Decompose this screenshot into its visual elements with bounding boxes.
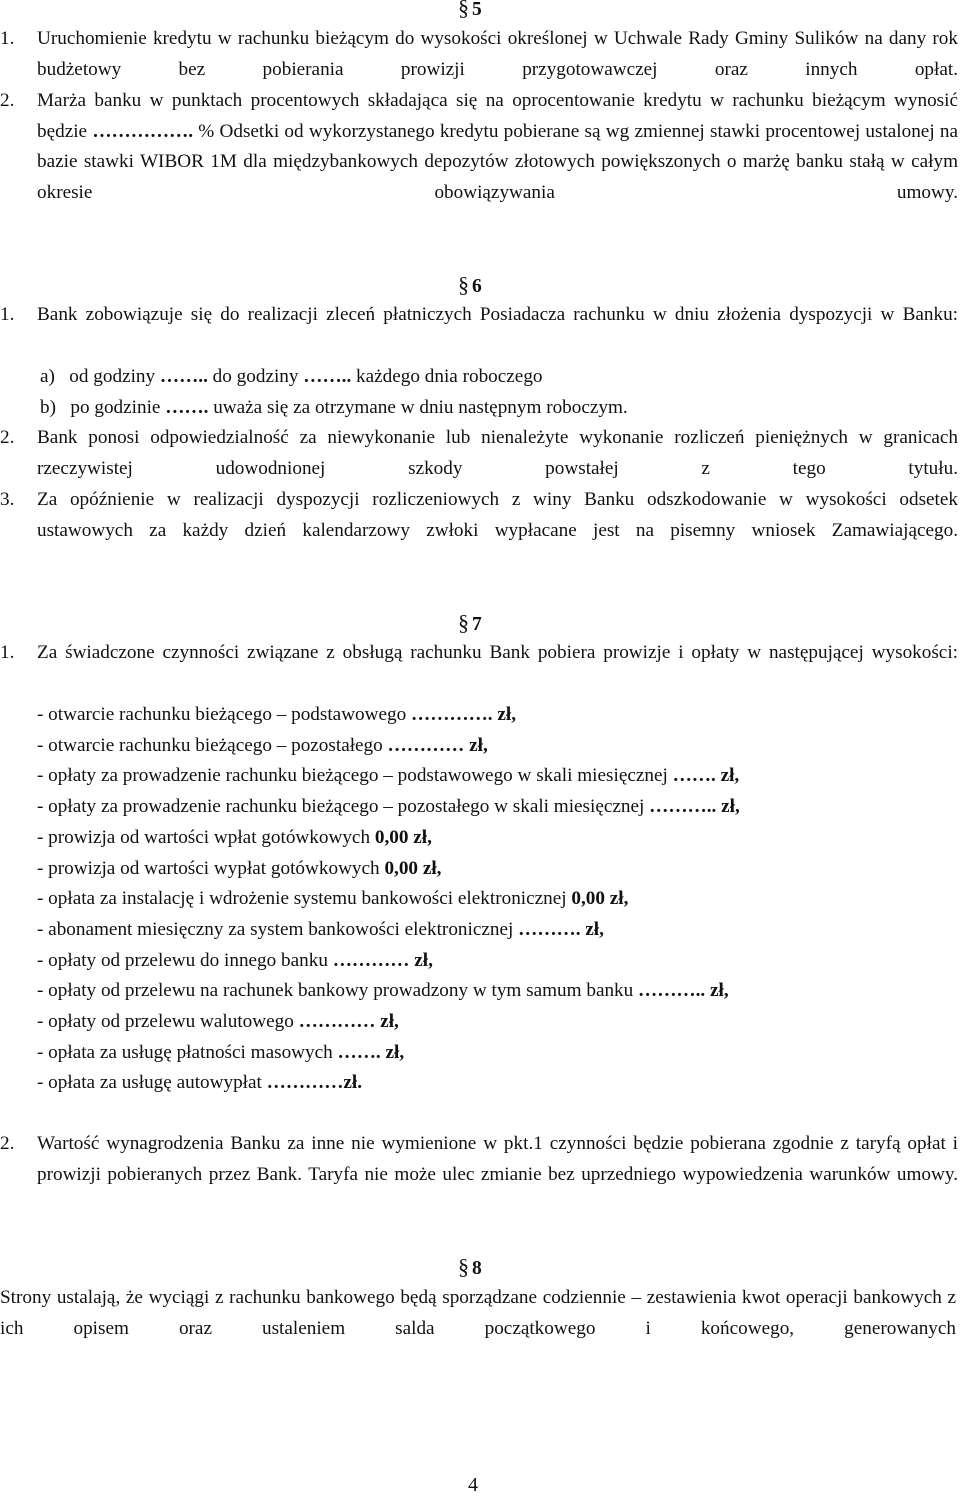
fee-item: - otwarcie rachunku bieżącego – pozostałego ………… zł, (37, 734, 488, 756)
s5-paragraph-1: Uruchomienie kredytu w rachunku bieżącym do wysokości określonej w Uchwale Rady Gminy Sulików na dany rok budżetowy bez pobierania prowizji przygotowawczej oraz innych opłat. (37, 28, 958, 80)
fee-item: - opłaty za prowadzenie rachunku bieżącego – pozostałego w skali miesięcznej ……….. zł, (37, 796, 740, 818)
section-heading-5: § 5 (458, 0, 482, 22)
section-heading-8: § 8 (458, 1254, 482, 1279)
fee-item: - opłaty od przelewu walutowego ………… zł, (37, 1011, 399, 1033)
margin-blank: ……………. (92, 120, 194, 142)
page-number: 4 (468, 1474, 478, 1496)
s5-item-1: 1. Uruchomienie kredytu w rachunku bieżącym do wysokości określonej w Uchwale Rady Gminy Sulików na dany rok budżetowy bez pobierania prowizji przygotowawczej oraz innych opłat. (0, 24, 958, 116)
s5-item-2: 2. Marża banku w punktach procentowych składająca się na oprocentowanie kredytu w rachunku bieżącym wynosić będzie ……………. % Odsetki od wykorzystanego kredytu pobierane są wg zmiennej stawki procentowej ustalonej na bazie stawki WIBOR 1M dla międzybankowych depozytów złotowych powiększonych o marżę banku stałą w całym okresie obowiązywania umowy. (0, 86, 958, 240)
s6-paragraph-2: Bank ponosi odpowiedzialność za niewykonanie lub nienależyte wykonanie rozliczeń pieniężnych w granicach rzeczywistej udowodnionej szkody powstałej z tego tytułu. (37, 427, 958, 479)
s7-paragraph-2: Wartość wynagrodzenia Banku za inne nie wymienione w pkt.1 czynności będzie pobierana zgodnie z taryfą opłat i prowizji pobieranych przez Bank. Taryfa nie może ulec zmianie bez uprzedniego wypowiedzenia warunków umowy. (37, 1133, 958, 1185)
s6-subitem-b: b) po godzinie ……. uważa się za otrzymane w dniu następnym roboczym. (40, 397, 628, 418)
fee-item: - opłata za usługę płatności masowych ……. zł, (37, 1041, 405, 1063)
s6-item-2: 2. Bank ponosi odpowiedzialność za niewykonanie lub nienależyte wykonanie rozliczeń pieniężnych w granicach rzeczywistej udowodnionej szkody powstałej z tego tytułu. (0, 423, 958, 515)
s7-item-1: 1. Za świadczone czynności związane z obsługą rachunku Bank pobiera prowizje i opłaty w następującej wysokości: (0, 638, 958, 699)
section-heading-7: § 7 (458, 610, 482, 635)
section-sign: § (458, 0, 469, 20)
s6-item-1: 1. Bank zobowiązuje się do realizacji zleceń płatniczych Posiadacza rachunku w dniu złożenia dyspozycji w Banku: (0, 300, 958, 361)
fee-list (37, 700, 957, 1099)
fee-item: - opłaty od przelewu do innego banku ………… zł, (37, 949, 433, 971)
s6-paragraph-1: Bank zobowiązuje się do realizacji zleceń płatniczych Posiadacza rachunku w dniu złożenia dyspozycji w Banku: (37, 304, 958, 325)
fee-item: - opłata za usługę autowypłat …………zł. (37, 1072, 363, 1094)
fee-item: - prowizja od wartości wypłat gotówkowych 0,00 zł, (37, 857, 442, 879)
fee-item: - opłata za instalację i wdrożenie systemu bankowości elektronicznej 0,00 zł, (37, 888, 629, 910)
section-heading-6: § 6 (458, 272, 482, 297)
s5-paragraph-2: Marża banku w punktach procentowych składająca się na oprocentowanie kredytu w rachunku bieżącym wynosić będzie ……………. % Odsetki od wykorzystanego kredytu pobierane są wg zmiennej stawki procentowej ustalonej na bazie stawki WIBOR 1M dla międzybankowych depozytów złotowych powiększonych o marżę banku stałą w całym okresie obowiązywania umowy. (37, 90, 959, 204)
s6-subitem-a: a) od godziny …….. do godziny …….. każdego dnia roboczego (40, 366, 543, 387)
fee-item: - opłaty od przelewu na rachunek bankowy prowadzony w tym samum banku ……….. zł, (37, 980, 729, 1002)
fee-item: - opłaty za prowadzenie rachunku bieżącego – podstawowego w skali miesięcznej ……. zł, (37, 765, 740, 787)
fee-item: - prowizja od wartości wpłat gotówkowych 0,00 zł, (37, 826, 432, 848)
s7-item-2: 2. Wartość wynagrodzenia Banku za inne nie wymienione w pkt.1 czynności będzie pobierana zgodnie z taryfą opłat i prowizji pobieranych przez Bank. Taryfa nie może ulec zmianie bez uprzedniego wypowiedzenia warunków umowy. (0, 1129, 958, 1221)
fee-item: - otwarcie rachunku bieżącego – podstawowego …………. zł, (37, 704, 517, 725)
s7-paragraph-1: Za świadczone czynności związane z obsługą rachunku Bank pobiera prowizje i opłaty w następującej wysokości: (37, 642, 958, 663)
s6-paragraph-3: Za opóźnienie w realizacji dyspozycji rozliczeniowych z winy Banku odszkodowanie w wysokości odsetek ustawowych za każdy dzień kalendarzowy zwłoki wypłacane jest na pisemny wniosek Zamawiającego. (37, 489, 958, 541)
s8-paragraph-1: Strony ustalają, że wyciągi z rachunku bankowego będą sporządzane codziennie – zestawienia kwot operacji bankowych z ich opisem oraz ustaleniem salda początkowego i końcowego, generowanych (0, 1287, 956, 1339)
s6-item-3: 3. Za opóźnienie w realizacji dyspozycji rozliczeniowych z winy Banku odszkodowanie w wysokości odsetek ustawowych za każdy dzień kalendarzowy zwłoki wypłacane jest na pisemny wniosek Zamawiającego. (0, 485, 958, 577)
fee-item: - abonament miesięczny za system bankowości elektronicznej ………. zł, (37, 918, 604, 940)
